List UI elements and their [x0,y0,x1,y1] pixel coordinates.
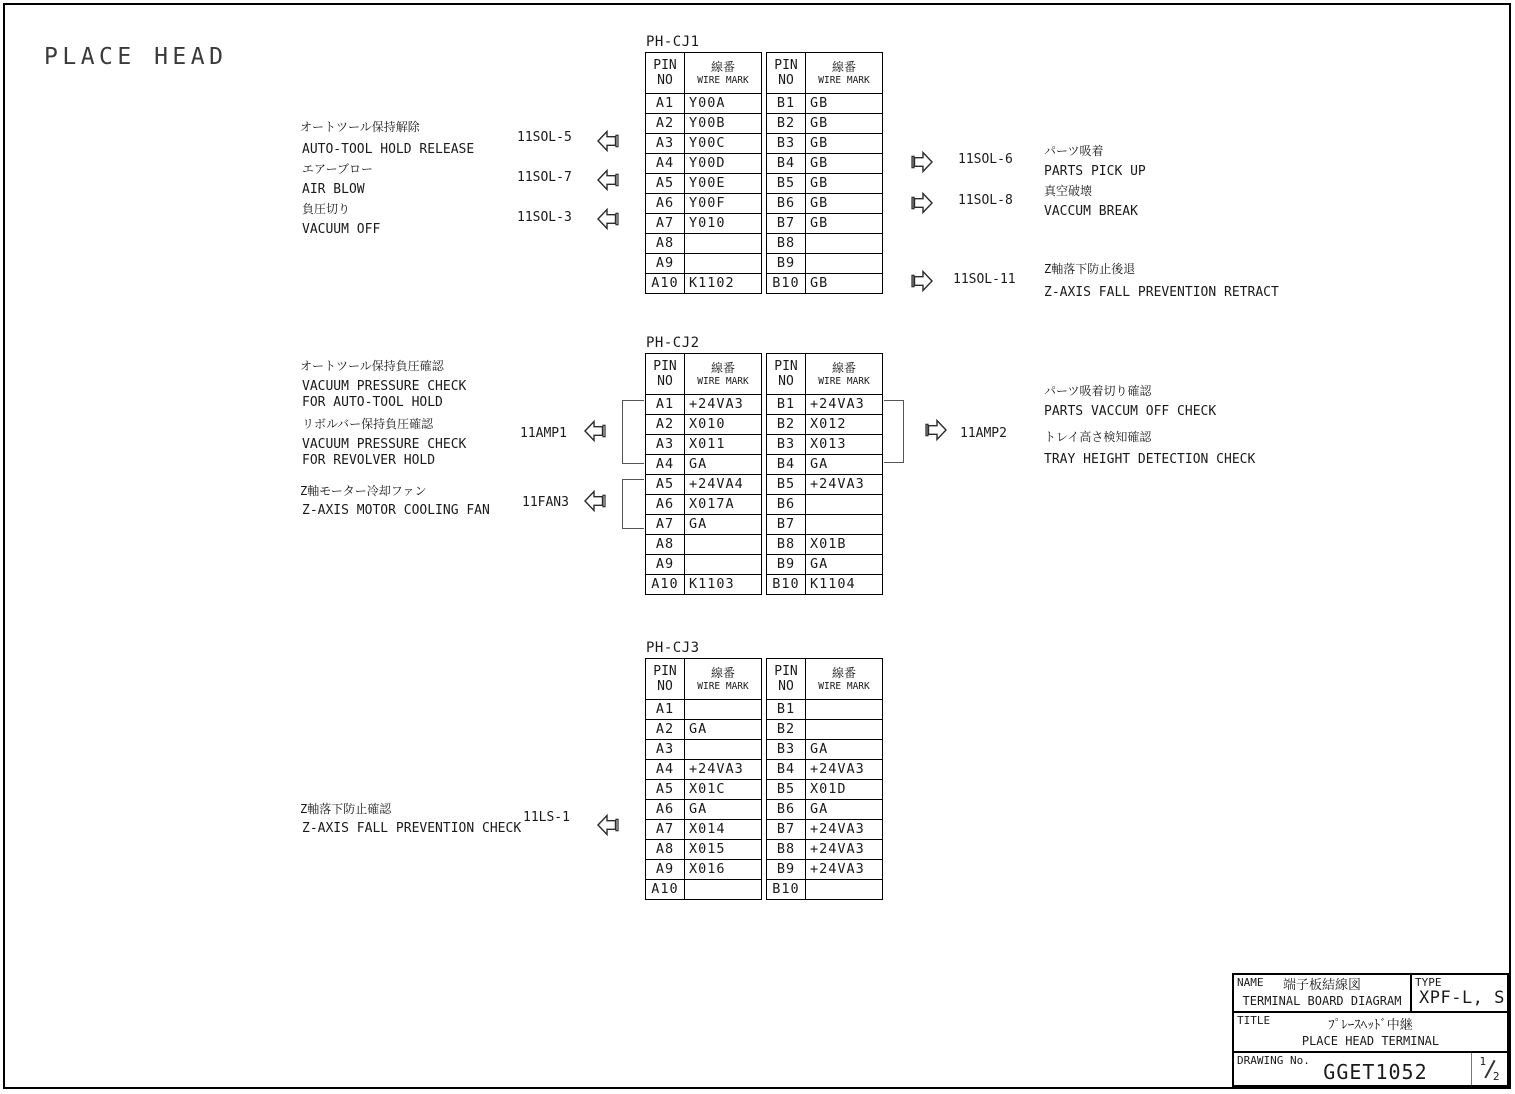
wire-mark-cell [806,880,882,899]
wire-mark-cell: Y00E [689,175,726,191]
annotation-en-label: VACUUM PRESSURE CHECK [302,437,467,452]
pin-cell: B8 [767,535,806,554]
name-en: TERMINAL BOARD DIAGRAM [1242,994,1402,1008]
wire-mark-cell [685,880,761,899]
table-row [646,699,761,719]
pin-cell: A9 [646,254,685,273]
table-row [767,213,882,233]
table-row [767,554,882,574]
table-row [767,173,882,193]
sheet-den: 2 [1492,1070,1500,1083]
table-row [767,193,882,213]
pin-cell: A3 [646,740,685,759]
arrow-left-icon [597,206,619,232]
table-row [767,233,882,253]
table-row [767,719,882,739]
wire-mark-cell: +24VA3 [810,761,865,777]
wire-mark-header-en: WIRE MARK [697,74,749,86]
table-row [646,253,761,273]
pin-cell: B4 [767,760,806,779]
pin-cell: A8 [646,535,685,554]
wire-mark-cell: +24VA3 [810,841,865,857]
wire-mark-cell: Y00A [689,95,726,111]
signal-tag: 11LS-1 [523,810,570,825]
annotation-en-label: VACUUM OFF [302,222,381,237]
table-row [646,273,761,293]
table-row [646,554,761,574]
pin-header: PIN [774,664,798,679]
table-row [646,739,761,759]
pin-cell: B8 [767,840,806,859]
wire-mark-cell: GB [810,175,829,191]
arrow-left-icon [597,167,619,193]
wire-mark-cell: X015 [689,841,726,857]
pin-cell: A3 [646,134,685,153]
table-row [767,394,882,414]
arrow-left-icon [584,418,606,444]
annotation-jp-label: リボルバー保持負圧確認 [302,417,434,431]
wire-mark-cell: K1102 [689,275,735,291]
wire-mark-cell: K1103 [689,576,735,592]
wire-mark-header-en: WIRE MARK [818,375,870,387]
pin-cell: A8 [646,840,685,859]
table-side-b [766,353,883,595]
table-row [646,193,761,213]
pin-header: PIN [774,359,798,374]
pin-cell: B9 [767,254,806,273]
table-row [646,574,761,594]
pin-cell: B3 [767,740,806,759]
table-label: PH-CJ3 [646,640,700,656]
annotation-en-label: FOR REVOLVER HOLD [302,453,436,468]
pin-header: PIN [653,359,677,374]
table-side-a [645,658,762,900]
wire-mark-cell: X013 [810,436,847,452]
sheet-fraction [1479,1055,1501,1083]
connection-bracket [622,400,644,464]
pin-cell: B3 [767,435,806,454]
wire-mark-cell: GB [810,95,829,111]
page-title: PLACE HEAD [44,44,228,70]
drawing-no-label: DRAWING No. [1237,1054,1310,1067]
pin-cell: B7 [767,515,806,534]
wire-mark-cell [685,700,761,719]
signal-tag: 11AMP1 [520,426,567,441]
wire-mark-header-en: WIRE MARK [697,680,749,692]
table-side-b [766,658,883,900]
table-row [767,759,882,779]
table-label: PH-CJ1 [646,34,700,50]
wire-mark-cell: X01B [810,536,847,552]
pin-cell: B6 [767,194,806,213]
wire-mark-cell: Y00C [689,135,726,151]
wire-mark-cell: X014 [689,821,726,837]
title-block [1232,973,1509,1087]
wire-mark-cell [806,254,882,273]
table-side-b [766,52,883,294]
pin-header: PIN [653,58,677,73]
type-value: XPF-L, S [1419,988,1505,1008]
arrow-left-icon [584,488,606,514]
pin-cell: A2 [646,114,685,133]
table-row [767,739,882,759]
name-label: NAME [1237,976,1264,989]
annotation-en-label: Z-AXIS MOTOR COOLING FAN [302,503,490,518]
pin-cell: B1 [767,395,806,414]
annotation-en-label: PARTS VACCUM OFF CHECK [1044,404,1217,419]
connection-bracket [622,479,644,529]
wire-mark-cell: GA [810,741,829,757]
wire-mark-cell [806,234,882,253]
signal-tag: 11SOL-3 [517,210,572,225]
wire-mark-cell: X012 [810,416,847,432]
pin-cell: A6 [646,495,685,514]
table-row [646,514,761,534]
wire-mark-cell: GB [810,195,829,211]
annotation-jp-label: エアーブロー [302,162,374,176]
title-block-drawing-cell [1234,1053,1471,1085]
arrow-right-icon [911,190,933,216]
pin-cell: A2 [646,720,685,739]
pin-cell: A4 [646,455,685,474]
annotation-en-label: VACUUM PRESSURE CHECK [302,379,467,394]
pin-cell: B9 [767,555,806,574]
signal-tag: 11SOL-5 [517,130,572,145]
title-block-name-cell [1234,975,1410,1011]
wire-mark-cell: X01D [810,781,847,797]
table-side-a [645,353,762,595]
pin-cell: B10 [767,274,806,293]
pin-cell: B5 [767,174,806,193]
annotation-jp-label: トレイ高さ検知確認 [1044,430,1152,444]
arrow-left-icon [597,812,619,838]
annotation-en-label: Z-AXIS FALL PREVENTION RETRACT [1044,285,1279,300]
pin-cell: A6 [646,194,685,213]
table-row [767,514,882,534]
wire-mark-cell: +24VA3 [810,476,865,492]
table-row [767,779,882,799]
table-row [646,454,761,474]
annotation-en-label: TRAY HEIGHT DETECTION CHECK [1044,452,1256,467]
annotation-en-label: VACCUM BREAK [1044,204,1138,219]
pin-cell: A1 [646,94,685,113]
table-row [767,434,882,454]
annotation-en-label: FOR AUTO-TOOL HOLD [302,395,443,410]
wire-mark-cell [806,515,882,534]
pin-cell: A7 [646,515,685,534]
signal-tag: 11SOL-11 [953,272,1016,287]
pin-cell: A10 [646,274,685,293]
wire-mark-cell: GB [810,275,829,291]
arrow-right-icon [925,417,947,443]
table-header-row: PIN NO 線番 WIRE MARK [767,354,882,394]
pin-cell: A4 [646,760,685,779]
wire-mark-cell: GA [689,721,708,737]
wire-mark-cell [685,555,761,574]
wire-mark-header-jp: 線番 [831,665,856,680]
wire-mark-cell: GA [689,801,708,817]
pin-cell: B5 [767,780,806,799]
wire-mark-cell: GB [810,155,829,171]
table-row [646,839,761,859]
pin-cell: B1 [767,94,806,113]
pin-cell: A9 [646,860,685,879]
pin-cell: B4 [767,455,806,474]
pin-cell: B3 [767,134,806,153]
annotation-en-label: Z-AXIS FALL PREVENTION CHECK [302,821,522,836]
annotation-jp-label: Z軸落下防止確認 [300,802,392,816]
annotation-jp-label: 負圧切り [302,202,351,216]
wire-mark-cell [685,234,761,253]
pin-cell: A7 [646,214,685,233]
signal-tag: 11SOL-7 [517,170,572,185]
drawing-number: GGET1052 [1323,1060,1428,1084]
name-jp: 端子板結線図 [1282,978,1361,993]
table-row [646,434,761,454]
wire-mark-cell: GB [810,115,829,131]
table-row [646,534,761,554]
table-row [767,454,882,474]
pin-cell: B1 [767,700,806,719]
arrow-right-icon [911,268,933,294]
arrow-right-icon [911,149,933,175]
table-row [646,173,761,193]
table-row [767,113,882,133]
pin-cell: A6 [646,800,685,819]
wire-mark-cell: Y00F [689,195,726,211]
table-row [646,819,761,839]
pin-cell: B5 [767,475,806,494]
wire-mark-cell: X011 [689,436,726,452]
annotation-jp-label: パーツ吸着切り確認 [1044,384,1152,398]
annotation-en-label: AUTO-TOOL HOLD RELEASE [302,142,475,157]
table-ph-cj2 [645,335,883,595]
wire-mark-header-jp: 線番 [831,360,856,375]
sheet-num: 1 [1479,1055,1487,1068]
pin-cell: A1 [646,395,685,414]
signal-tag: 11AMP2 [960,426,1007,441]
arrow-left-icon [597,128,619,154]
wire-mark-cell [806,700,882,719]
pin-cell: A1 [646,700,685,719]
table-header-row: PIN NO 線番 WIRE MARK [646,659,761,699]
wire-mark-header-en: WIRE MARK [697,375,749,387]
pin-cell: B7 [767,820,806,839]
pin-cell: A8 [646,234,685,253]
title-block-title-cell [1234,1013,1507,1053]
annotation-jp-label: オートツール保持解除 [300,120,420,134]
table-ph-cj3 [645,640,883,900]
table-row [767,534,882,554]
table-label: PH-CJ2 [646,335,700,351]
title-label: TITLE [1237,1014,1271,1027]
table-row [767,859,882,879]
title-jp: ﾌﾟﾚｰｽﾍｯﾄﾞ中継 [1328,1018,1413,1033]
wire-mark-cell [685,535,761,554]
table-row [646,494,761,514]
wire-mark-cell: GA [810,801,829,817]
pin-cell: A4 [646,154,685,173]
wire-mark-cell: +24VA3 [689,396,744,412]
table-row [646,213,761,233]
table-row [646,394,761,414]
table-row [646,799,761,819]
wire-mark-header-en: WIRE MARK [818,74,870,86]
wire-mark-cell: X017A [689,496,735,512]
pin-cell: B8 [767,234,806,253]
wire-mark-header-jp: 線番 [710,665,735,680]
pin-cell: A9 [646,555,685,574]
table-row [646,233,761,253]
wire-mark-cell: Y00B [689,115,726,131]
wire-mark-cell: GB [810,215,829,231]
wire-mark-cell: X010 [689,416,726,432]
pin-cell: A2 [646,415,685,434]
wire-mark-cell: GA [689,456,708,472]
wire-mark-cell: GB [810,135,829,151]
wire-mark-header-jp: 線番 [710,59,735,74]
pin-cell: B10 [767,575,806,594]
table-row [767,153,882,173]
annotation-jp-label: Z軸落下防止後退 [1044,262,1136,276]
table-side-a [645,52,762,294]
table-header-row: PIN NO 線番 WIRE MARK [646,53,761,93]
pin-cell: B6 [767,495,806,514]
pin-cell: B10 [767,880,806,899]
table-row [646,879,761,899]
table-row [767,414,882,434]
table-header-row: PIN NO 線番 WIRE MARK [767,53,882,93]
annotation-en-label: AIR BLOW [302,182,365,197]
wire-mark-cell: Y010 [689,215,726,231]
wire-mark-cell [685,740,761,759]
table-row [646,93,761,113]
table-row [767,819,882,839]
table-row [767,273,882,293]
table-row [646,759,761,779]
wire-mark-cell: +24VA4 [689,476,744,492]
table-row [767,799,882,819]
table-row [767,133,882,153]
pin-cell: B7 [767,214,806,233]
table-row [646,779,761,799]
pin-header: PIN [653,664,677,679]
pin-cell: B2 [767,720,806,739]
table-ph-cj1 [645,34,883,294]
signal-tag: 11SOL-8 [958,193,1013,208]
pin-cell: B9 [767,860,806,879]
wire-mark-cell [806,495,882,514]
table-row [646,474,761,494]
wire-mark-cell: X01C [689,781,726,797]
table-row [646,719,761,739]
table-row [646,414,761,434]
annotation-jp-label: 真空破壊 [1044,184,1093,198]
table-row [767,839,882,859]
table-header-row: PIN NO 線番 WIRE MARK [767,659,882,699]
wire-mark-header-en: WIRE MARK [818,680,870,692]
wire-mark-cell: GA [810,556,829,572]
connection-bracket [884,400,904,463]
wire-mark-cell: Y00D [689,155,726,171]
wire-mark-header-jp: 線番 [831,59,856,74]
title-en: PLACE HEAD TERMINAL [1301,1034,1440,1048]
pin-cell: B2 [767,114,806,133]
sheet-number-cell [1471,1053,1507,1085]
annotation-jp-label: パーツ吸着 [1044,144,1104,158]
pin-cell: A10 [646,575,685,594]
table-row [646,133,761,153]
wire-mark-cell: GA [689,516,708,532]
annotation-jp-label: Z軸モーター冷却ファン [300,484,427,498]
table-row [646,113,761,133]
pin-cell: B2 [767,415,806,434]
wire-mark-header-jp: 線番 [710,360,735,375]
table-row [767,474,882,494]
title-block-type-cell [1410,975,1507,1011]
pin-cell: A5 [646,780,685,799]
pin-cell: B6 [767,800,806,819]
table-header-row: PIN NO 線番 WIRE MARK [646,354,761,394]
pin-cell: A5 [646,174,685,193]
signal-tag: 11SOL-6 [958,152,1013,167]
pin-cell: A7 [646,820,685,839]
signal-tag: 11FAN3 [522,495,569,510]
wire-mark-cell: +24VA3 [810,821,865,837]
wire-mark-cell: K1104 [810,576,856,592]
annotation-en-label: PARTS PICK UP [1044,164,1146,179]
table-row [767,494,882,514]
wire-mark-cell: X016 [689,861,726,877]
table-row [767,574,882,594]
table-row [646,859,761,879]
pin-header: PIN [774,58,798,73]
annotation-jp-label: オートツール保持負圧確認 [300,359,444,373]
wire-mark-cell: +24VA3 [810,396,865,412]
table-row [767,253,882,273]
wire-mark-cell: +24VA3 [689,761,744,777]
wire-mark-cell [685,254,761,273]
pin-cell: A10 [646,880,685,899]
table-row [767,879,882,899]
type-label: TYPE [1415,976,1442,989]
wire-mark-cell: GA [810,456,829,472]
table-row [646,153,761,173]
table-row [767,93,882,113]
pin-cell: B4 [767,154,806,173]
pin-cell: A5 [646,475,685,494]
wire-mark-cell: +24VA3 [810,861,865,877]
table-row [767,699,882,719]
pin-cell: A3 [646,435,685,454]
wire-mark-cell [806,720,882,739]
